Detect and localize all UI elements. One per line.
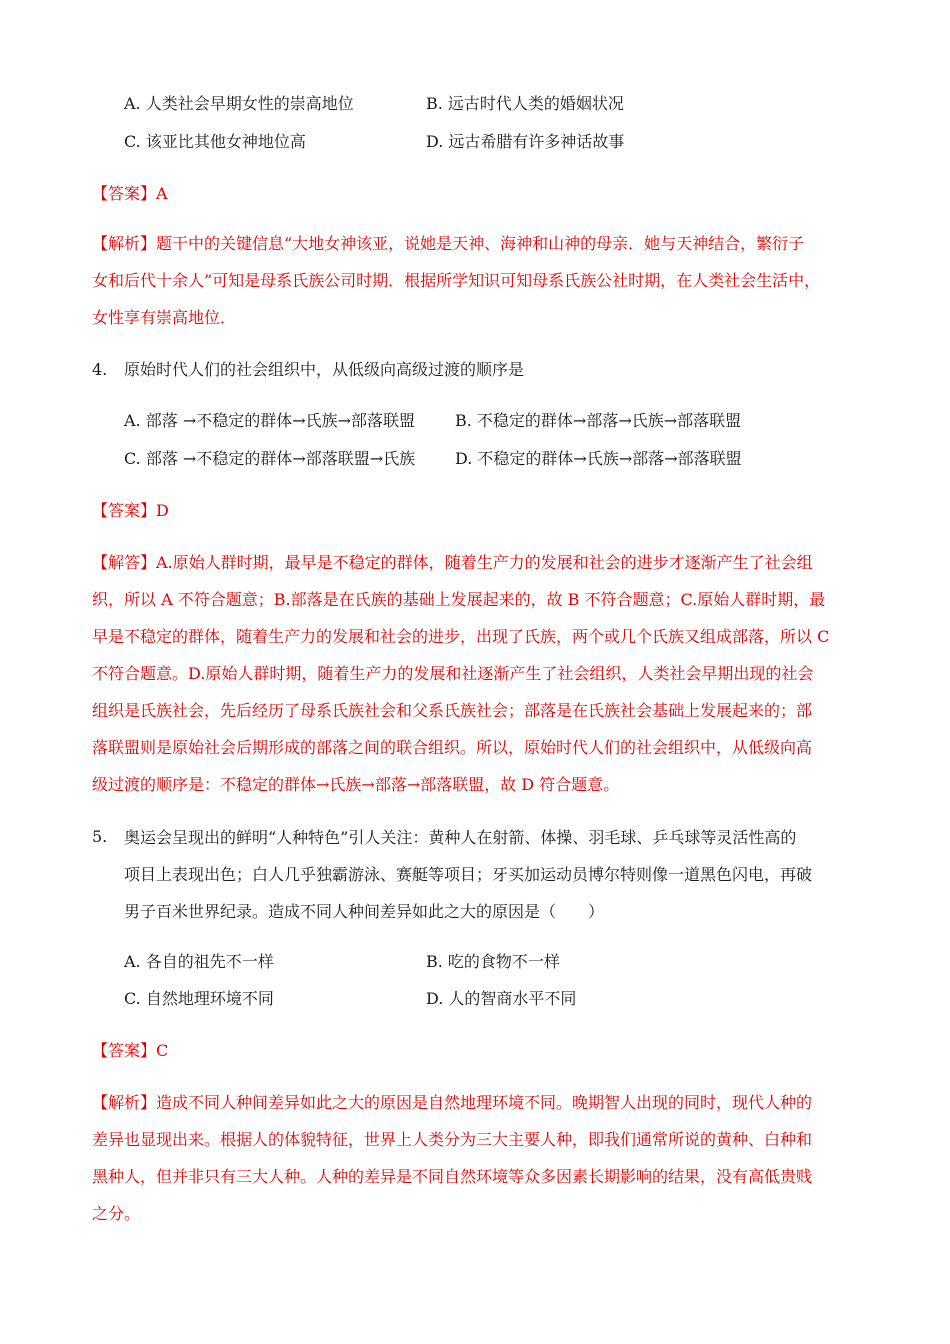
- q4-stem: 原始时代人们的社会组织中，从低级向高级过渡的顺序是: [124, 360, 525, 379]
- q5-number: 5.: [92, 827, 108, 846]
- q5-analysis-line: 【解析】造成不同人种间差异如此之大的原因是自然地理环境不同。晚期智人出现的同时，现代人种的: [92, 1093, 813, 1112]
- q5-analysis-line: 之分。: [92, 1204, 141, 1223]
- q5-option-c: C. 自然地理环境不同: [124, 989, 274, 1008]
- q5-option-b: B. 吃的食物不一样: [426, 952, 560, 971]
- q3-analysis-line: 女和后代十余人”可知是母系氏族公司时期．根据所学知识可知母系氏族公社时期，在人类社会生活中，: [92, 271, 821, 290]
- q4-analysis-line: 落联盟则是原始社会后期形成的部落之间的联合组织。所以，原始时代人们的社会组织中，从低级向高: [92, 738, 813, 757]
- q5-stem-line: 男子百米世界纪录。造成不同人种间差异如此之大的原因是（ ）: [124, 902, 605, 921]
- q5-stem-line: 项目上表现出色；白人几乎独霸游泳、赛艇等项目；牙买加运动员博尔特则像一道黑色闪电，再破: [124, 865, 813, 884]
- q5-answer: 【答案】C: [92, 1041, 169, 1060]
- q4-option-d: D. 不稳定的群体→氏族→部落→部落联盟: [455, 449, 742, 468]
- q3-answer: 【答案】A: [92, 184, 168, 203]
- q4-number: 4.: [92, 360, 108, 379]
- q3-option-a: A. 人类社会早期女性的崇高地位: [124, 94, 354, 113]
- q4-option-c: C. 部落 →不稳定的群体→部落联盟→氏族: [124, 449, 416, 468]
- q3-option-c: C. 该亚比其他女神地位高: [124, 132, 306, 151]
- q5-analysis: [92, 1084, 812, 1232]
- q4-analysis-line: 组织是氏族社会，先后经历了母系氏族社会和父系氏族社会；部落是在氏族社会基础上发展起来的；部: [92, 701, 813, 720]
- q3-option-d: D. 远古希腊有许多神话故事: [426, 132, 625, 151]
- q3-option-b: B. 远古时代人类的婚姻状况: [426, 94, 624, 113]
- q4-analysis-line: 织，所以 A 不符合题意；B.部落是在氏族的基础上发展起来的，故 B 不符合题意；C.原始人群时期，最: [92, 590, 826, 609]
- q3-analysis-line: 【解析】题干中的关键信息“大地女神该亚，说她是天神、海神和山神的母亲．她与天神结合，繁衍子: [92, 234, 805, 253]
- q4-analysis: [92, 544, 829, 803]
- q3-analysis-line: 女性享有崇高地位．: [92, 308, 237, 327]
- q4-option-a: A. 部落 →不稳定的群体→氏族→部落联盟: [124, 411, 416, 430]
- q5-stem: [124, 819, 812, 930]
- q4-analysis-line: 级过渡的顺序是：不稳定的群体→氏族→部落→部落联盟，故 D 符合题意。: [92, 775, 620, 794]
- q4-option-b: B. 不稳定的群体→部落→氏族→部落联盟: [455, 411, 742, 430]
- q4-analysis-line: 不符合题意。D.原始人群时期，随着生产力的发展和社逐渐产生了社会组织，人类社会早期出现的社会: [92, 664, 814, 683]
- q5-stem-line: 奥运会呈现出的鲜明“人种特色”引人关注：黄种人在射箭、体操、羽毛球、乒乓球等灵活性高的: [124, 828, 797, 847]
- q5-option-a: A. 各自的祖先不一样: [124, 952, 274, 971]
- q3-analysis: [92, 225, 820, 336]
- q5-option-d: D. 人的智商水平不同: [426, 989, 577, 1008]
- q4-answer: 【答案】D: [92, 501, 169, 520]
- q5-analysis-line: 差异也显现出来。根据人的体貌特征，世界上人类分为三大主要人种，即我们通常所说的黄种、白种和: [92, 1130, 813, 1149]
- q5-analysis-line: 黑种人，但并非只有三大人种。人种的差异是不同自然环境等众多因素长期影响的结果，没有高低贵贱: [92, 1167, 813, 1186]
- q4-analysis-line: 早是不稳定的群体，随着生产力的发展和社会的进步，出现了氏族，两个或几个氏族又组成部落，所以 C: [92, 627, 830, 646]
- q4-analysis-line: 【解答】A.原始人群时期，最早是不稳定的群体，随着生产力的发展和社会的进步才逐渐产生了社会组: [92, 553, 813, 572]
